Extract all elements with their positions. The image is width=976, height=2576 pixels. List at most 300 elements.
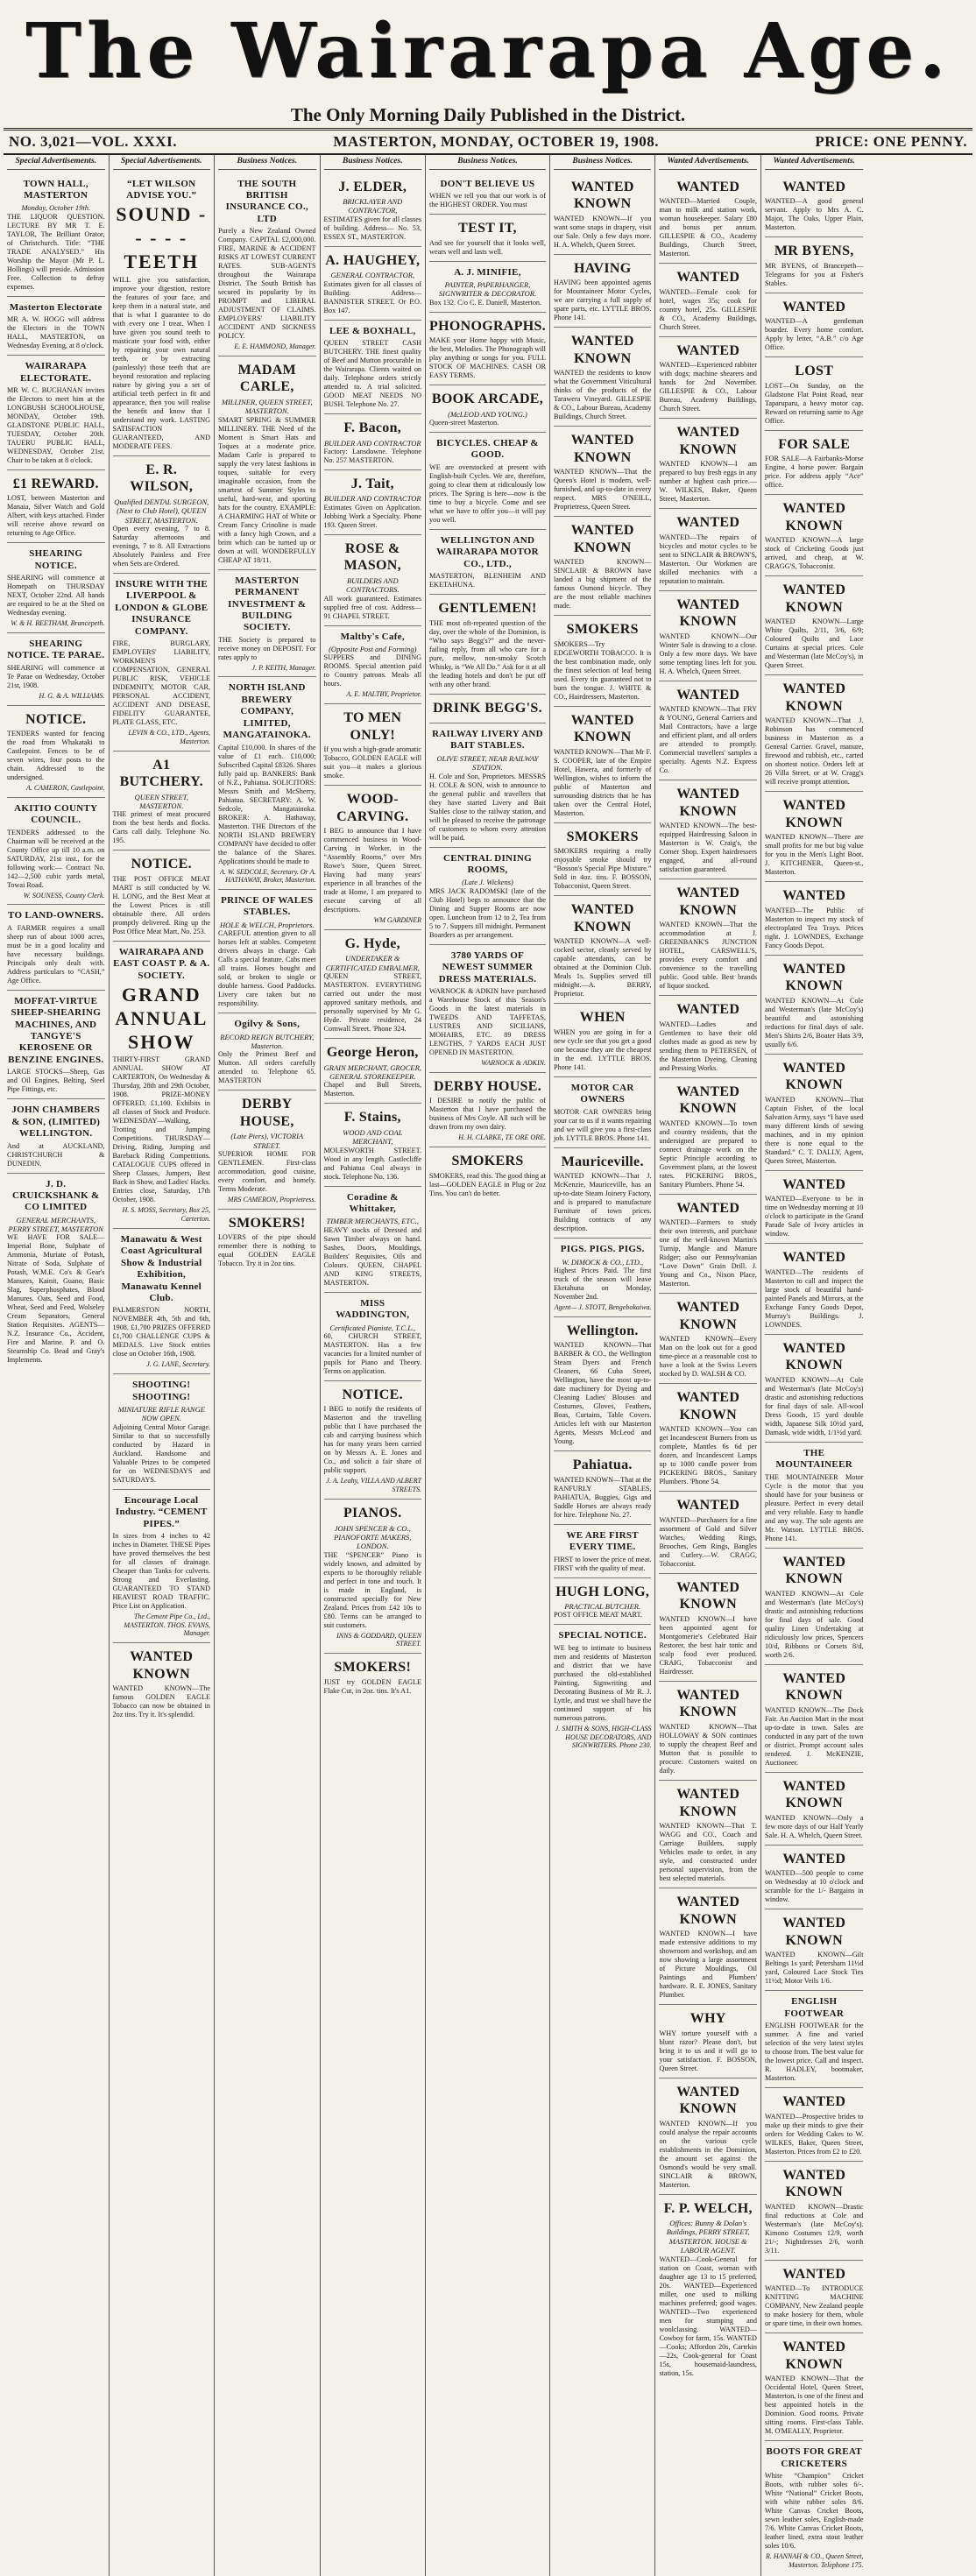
ad-body: POST OFFICE MEAT MART.	[553, 1611, 642, 1620]
advertisement	[659, 419, 757, 509]
ad-body: LOST—On Sunday, on the Gladstone Flat Point Road, near Taparuparu, a heavy motor cap. Reward on returning same to Age Office.	[764, 381, 864, 425]
ad-body: Queen-street Masterton.	[429, 419, 499, 427]
ad-body: I BEG to notify the residents of Masterton and the travelling public that I have purchased the cab and carrying business which has for many years been carried on by Messrs A. E. Jones and Co., and solicit a fair share of public support.	[323, 1405, 422, 1475]
ad-title: FOR SALE	[778, 436, 851, 452]
ad-title: WANTED KNOWN	[676, 2084, 740, 2117]
ad-body: WANTED—A good general servant. Apply to Mrs A. C. Major, The Oaks, Upper Plain, Masterton.	[764, 197, 864, 232]
ad-signature: J. G. LANE, Secretary.	[146, 1360, 211, 1369]
advertisement	[324, 1293, 422, 1381]
ad-title: WANTED	[676, 270, 740, 286]
ad-body: Capital £10,000. In shares of the value of £1 each. £10,000; Subscribed Capital £8326. Shares fully paid up. BANKERS: Bank of N.Z., Pahiatua. SOLICITORS: Messrs Smith and McSherry, Pahiatua. SECRETARY: A. W. Sedcole, Mangatainoka. BROKER: A. Hathaway, Masterton. THE Directors of the NORTH ISLAND BREWERY COMPANY have decided to offer the balance of the Shares. Applications should be made to	[218, 743, 316, 865]
ad-body: THE “SPENCER” Piano is widely known, and admitted by experts to be thoroughly reliable and perfect in tone and touch. It is made in England, is constructed specially for New Zealand. Prices from £42 10s to £80. Terms can be arranged to suit customers.	[323, 1550, 422, 1629]
ad-title: SMOKERS	[451, 1154, 524, 1169]
ad-title: AKITIO COUNTY COUNCIL.	[14, 802, 98, 826]
ad-title: WANTED KNOWN	[570, 902, 634, 935]
advertisement	[659, 1492, 757, 1574]
advertisement	[429, 215, 546, 262]
ad-title: SHOOTING! SHOOTING!	[132, 1380, 191, 1402]
advertisement	[113, 942, 211, 1229]
ad-body: SMOKERS, read this. The good thing at last—GOLDEN EAGLE in Plug or 2oz Tins. You can't do better.	[429, 1171, 546, 1197]
ad-title: ENGLISH FOOTWEAR	[784, 1996, 845, 2019]
ad-title: WANTED KNOWN	[676, 1687, 740, 1720]
ad-title: SHEARING NOTICE.	[29, 548, 83, 571]
ad-title: WE ARE FIRST EVERY TIME.	[566, 1529, 639, 1553]
advertisement	[659, 264, 757, 337]
column-3	[215, 155, 321, 2576]
ad-body: WANTED KNOWN—Drastic final reductions at Cole and Westerman's (late McCoy's). Kimono Costumes 12/9, worth 21/-; Nightdresses 2/6, worth 3/11.	[764, 2202, 864, 2255]
ad-body: White “Champion” Cricket Boots, with rubber soles 6/-. White “National” Cricket Boots, with white rubber soles 8/6. White Canvas Cricket Boots, sewn leather soles, English-made 7/6. White Canvas Cricket Boots, leather lined, extra stout leather soles 10/6.	[764, 2472, 864, 2551]
ad-body: WANTED—Prospective brides to make up their minds to give their orders for Wedding Cakes to W. WILKES, Baker, Queen Street, Masterton. Prices from £2 to £20.	[764, 2112, 864, 2156]
advertisement	[324, 786, 422, 930]
ad-title: WAIRARAPA AND EAST COAST P. & A. SOCIETY.	[113, 946, 210, 981]
advertisement	[113, 1490, 211, 1643]
ad-title: PHONOGRAPHS.	[429, 318, 546, 334]
ad-body: SHEARING will commence at Homepath on THURSDAY NEXT, October 22nd. All hands are required to be at the Shed on Wednesday evening.	[7, 574, 105, 618]
ad-body: In sizes from 4 inches to 42 inches in Diameter. THESE Pipes have proved themselves the best for all classes of drainage. Cheaper than Tanks for culverts. Strong and Everlasting. GUARANTEED TO STAND HEAVIEST ROAD TRAFFIC. Price List on Application.	[112, 1531, 211, 1610]
ad-body: WANTED—The Public of Masterton to inspect my stock of electroplated Tea Trays. Prices right. J. LOWNDES, Exchange Fancy Goods Depot.	[764, 906, 864, 949]
ad-body: WANTED KNOWN—I have been appointed agent for Montgomerie's Celebrated Hair Restorer, the best hair tonic and scalp food ever produced. CRAIG, Tobacconist and Hairdresser.	[659, 1614, 757, 1676]
advertisement	[659, 173, 757, 265]
advertisement	[659, 1574, 757, 1682]
advertisement	[113, 574, 211, 752]
ad-body: WANTED—Everyone to be in time on Wednesday morning at 10 o'clock to participate in the Grand Parade Sale of Ivory articles in window.	[764, 1195, 864, 1239]
ad-subtitle: PRACTICAL BUTCHER.	[564, 1602, 641, 1612]
ad-signature: H. H. CLARKE, TE ORE ORE.	[458, 1133, 546, 1142]
ad-signature: The Cement Pipe Co., Ltd., MASTERTON. THOS. EVANS, Manager.	[124, 1612, 211, 1638]
ad-title: “LET WILSON ADVISE YOU.”	[126, 178, 197, 201]
column-2	[110, 155, 216, 2576]
ad-body: QUEEN STREET, MASTERTON. EVERYTHING carried out under the most approved sanitary methods, and personally supervised by Mr G. Hyde. Private residence, 24 Cornwall Street. 'Phone 324.	[323, 972, 422, 1034]
ad-body: WANTED KNOWN—That T. WAGG and CO., Coach and Carriage Builders, supply Vehicles made to order, in any style, and constructed under personal supervision, from the best selected materials.	[659, 1822, 757, 1883]
ad-body: Purely a New Zealand Owned Company. CAPITAL £2,000,000. FIRE, MARINE & ACCIDENT RISKS AT LOWEST CURRENT RATES. SUB-AGENTS throughout the Wairarapa District. The South British has secured its popularity by its PROMPT and LIBERAL ADJUSTMENT OF CLAIMS. EMPLOYERS' LIABILITY ACCIDENT AND SICKNESS POLICY.	[218, 227, 316, 341]
ad-body: SMOKERS—Try EDGEWORTH TOBACCO. It is the best combination made, only the finest selection of leaf being used. Every tin guaranteed not to burn the tongue. J. WHITE & CO., Hairdressers, Masterton.	[553, 639, 652, 701]
ad-title: Pahiatua.	[572, 1457, 633, 1473]
ad-body: SUPERIOR HOME FOR GENTLEMEN. First-class accommodation, good cuisine, every comfort, and homely. Terms Moderate.	[218, 1150, 316, 1194]
ad-body: THE POST OFFICE MEAT MART is still conducted by W. H. LONG, and the Best Meat at the Lowest Prices is still obtainable there. All orders promptly delivered. Ring up the Post Office Meat Mart, No. 253.	[112, 874, 211, 935]
advertisement	[554, 1625, 652, 1754]
ad-body: WANTED KNOWN—That BARBER & CO., the Wellington Steam Dyers and French Cleaners, 66 Cuba Street, Wellington, have the most up-to-date machinery for Dyeing and Cleaning Ladies' Blouses and Costumes, Gloves, Feathers, Boas, Curtains, Table Covers. Articles left with our Masterton Agents, Messrs McLeod and Young.	[553, 1341, 652, 1446]
ad-signature: A. E. MALTBY, Proprietor.	[346, 690, 422, 699]
advertisement	[429, 385, 546, 433]
ad-body: WANTED KNOWN—If you want some snaps in drapery, visit our Sale. Only a few days more. H. A. Whelch, Queen Street.	[553, 214, 652, 249]
ad-subtitle: BRICKLAYER AND CONTRACTOR,	[343, 197, 403, 215]
ad-title: MADAM CARLE,	[237, 362, 296, 395]
advertisement	[324, 470, 422, 535]
advertisement	[324, 535, 422, 626]
advertisement	[429, 262, 546, 313]
ad-title: WANTED KNOWN	[676, 787, 740, 819]
ad-body: WANTED KNOWN—That FRY & YOUNG, General Carriers and Mail Contractors, have a large and efficient plant, and all orders are attended to promptly. Commercial travellers' samples a specialty. Agents N.Z. Express Co.	[659, 705, 757, 775]
ad-title: GENTLEMEN!	[438, 601, 537, 617]
advertisement	[765, 431, 864, 496]
ad-title: WANTED KNOWN	[782, 1340, 846, 1373]
ad-title: £1 REWARD.	[12, 476, 99, 491]
ad-body: A FARMER requires a small sheep run of about 1000 acres, must be in a good locality and have necessary buildings. Principals only dealt with. Address particulars to “CASH,” Age Office.	[7, 923, 105, 985]
advertisement	[218, 1090, 316, 1210]
ad-title: HUGH LONG,	[555, 1584, 650, 1599]
advertisement	[324, 1654, 422, 1700]
ad-body: MOLESWORTH STREET. Wood in any length. Castlecliffe and Pahiatua Coal always in stock. Telephone No. 136.	[323, 1146, 422, 1181]
ad-body: HAVING been appointed agents for Mountaineer Motor Cycles, we are carrying a full supply of spare parts, etc. LYTTLE BROS. Phone 141.	[553, 279, 652, 322]
ad-title: WANTED	[676, 342, 740, 358]
advertisement	[7, 543, 105, 633]
advertisement	[765, 576, 864, 675]
ad-title: Masterton Electorate	[9, 301, 103, 313]
ad-subtitle: BUILDERS AND CONTRACTORS.	[346, 575, 400, 595]
ad-subtitle: GENERAL MERCHANTS, PERRY STREET, MASTERTON	[8, 1215, 103, 1234]
ad-title: NOTICE.	[131, 857, 192, 872]
advertisement	[659, 509, 757, 591]
ad-title: E. R. WILSON,	[130, 462, 194, 495]
ad-title: TEST IT,	[458, 220, 517, 236]
ad-title: WANTED	[676, 1498, 740, 1514]
advertisement	[659, 1384, 757, 1492]
ad-body: WANTED KNOWN—You can get Incandescent Burners from us complete, Mantles 6s 6d per dozen, and Incandescent Lamps up to 1000 candle power from PICKERING BROS., Sanitary Plumbers. 'Phone 54.	[659, 1425, 757, 1486]
advertisement	[765, 1991, 864, 2088]
ad-title: WANTED	[782, 1851, 846, 1867]
ad-body: WANTED the residents to know what the Government Viticultural thinks of the products of the Tarawera Vineyard. GILLESPIE & CO., Labour Bureau, Academy Buildings, Church Street.	[553, 369, 652, 421]
ad-body: PALMERSTON NORTH, NOVEMBER 4th, 5th and 6th, 1908. £1,700 PRIZES OFFERED £1,700 CHALLENGE CUPS & MEDALS. Live Stock entries close on October 16th, 1908.	[112, 1306, 211, 1359]
ad-title: WANTED KNOWN	[676, 425, 740, 457]
ad-title: J. Tait,	[350, 476, 394, 491]
ad-body: Chapel and Bull Streets, Masterton.	[323, 1081, 422, 1098]
advertisement	[765, 1846, 864, 1910]
ad-subtitle: (Late Piers), VICTORIA STREET.	[230, 1132, 304, 1150]
advertisement	[324, 1381, 422, 1500]
ad-signature: J. SMITH & SONS, HIGH-CLASS HOUSE DECORATORS, AND SIGNWRITERS. Phone 230.	[555, 1724, 652, 1750]
advertisement	[765, 1055, 864, 1171]
ad-body: WANTED—To INTRODUCE KNITTING MACHINE COMPANY, New Zealand people to make hosiery for them, whole or spare time, in their own homes.	[764, 2284, 864, 2328]
ad-body: HEAVY stocks of Dressed and Sawn Timber always on hand. Sashes, Doors, Mouldings, Builders' Requisites, Oils and Colours. QUEEN, CHAPEL AND KING STREETS, MASTERTON.	[323, 1225, 422, 1287]
ad-body: WANTED—The repairs of bicycles and motor cycles to be sent to SINCLAIR & BROWN'S, Masterton. Our Workmen are skilled mechanics with a reputation to maintain.	[659, 533, 757, 585]
ad-title: PIGS. PIGS. PIGS.	[560, 1244, 645, 1255]
ad-body: WANTED KNOWN—That J. McKenzie, Mauriceville, has an up-to-date Steam Joinery Factory, and is prepared to manufacture Furniture of town prices. Building contracts of any description.	[553, 1172, 652, 1233]
ad-body: THE most oft-repeated question of the day, over the whole of the Dominion, is “Who says Begg's?” and the never-failing reply, from all who care for a pure, mellow, non-smoky Scotch Whisky, is “We All Do.” Ask for it at all the leading hotels and don't be put off with any other brand.	[429, 618, 546, 688]
advertisement	[554, 427, 652, 517]
ad-title: WANTED KNOWN	[782, 1670, 846, 1704]
ad-subtitle: BUILDER AND CONTRACTOR	[323, 494, 421, 504]
ad-title: SMOKERS	[566, 622, 639, 638]
ad-body: WANTED KNOWN—If you could analyse the repair accounts on the various cycle establishments in the Dominion, the amount set against the Osmond's would be very small. SINCLAIR & BROWN, Masterton.	[659, 2119, 757, 2189]
newspaper-title: The Wairarapa Age.	[25, 7, 951, 95]
ad-body: WANTED KNOWN—At Cole and Westerman's (late McCoy's) beautiful and astonishing reductions for final days of sale. Men's Shirts 2/6, Boater Hats 3/9, usually 6/6.	[764, 996, 864, 1048]
place-date: MASTERTON, MONDAY, OCTOBER 19, 1908.	[333, 133, 659, 150]
ad-body: WHEN we tell you that our work is of the HIGHEST ORDER. You must	[429, 191, 546, 208]
ad-body: WANTED KNOWN—That Captain Fisher, of the local Salvation Army, says “I have used many different kinds of sewing machines, and in my opinion there is none equal to the Standard.” C. T. DALLY, Agent, Queen Street, Masterton.	[764, 1095, 864, 1165]
ad-signature: J. A. Leahy, VILLA AND ALBERT STREETS.	[326, 1477, 422, 1494]
advertisement	[765, 882, 864, 956]
ad-signature: WM GARDINER	[373, 916, 422, 925]
advertisement	[554, 1148, 652, 1239]
ad-signature: A. CAMERON, Castlepoint.	[25, 784, 105, 793]
column-header: Wanted Advertisements.	[659, 157, 757, 170]
advertisement	[429, 695, 546, 724]
ad-body: SMART SPRING & SUMMER MILLINERY. THE Need of the Moment is Smart Hats and Toques at a moderate price. Madam Carle is prepared to supply the very latest fashions in toques, suitable for every imaginable occasion, from the smartest of Summer Styles to useful, hard-wear, and sporting hats for the country. EXAMPLE: A CHARMING HAT of White or Cream Fancy Crinoline is made with a fancy high Crown, and a brim which can be turned up or down at will. WONDERFULLY CHEAP AT 18/11.	[218, 415, 316, 564]
advertisement	[765, 1335, 864, 1443]
ad-title: F. Stains,	[343, 1110, 401, 1126]
advertisement	[7, 173, 105, 297]
column-4	[321, 155, 427, 2576]
advertisement	[429, 723, 546, 848]
ad-title: DRINK BEGG'S.	[433, 700, 542, 716]
advertisement	[429, 1147, 546, 1203]
ad-title: WELLINGTON AND WAIRARAPA MOTOR CO., LTD.,	[436, 534, 539, 569]
ad-body: WANTED KNOWN—A large stock of Cricketing Goods just arrived, and cheap, at W. CRAGG'S, Tobacconist.	[764, 536, 864, 571]
column-8	[761, 155, 867, 2576]
ad-title: WANTED	[782, 888, 846, 904]
advertisement	[7, 297, 105, 356]
column-header: Wanted Advertisements.	[765, 157, 864, 170]
ad-body: QUEEN STREET CASH BUTCHERY. THE finest quality of Beef and Mutton procurable in the Wairarapa. Clients waited on daily. Telephone orders strictly attended to. A trial solicited. GOOD MEAT NEEDS NO BUSH. Telephone No. 27.	[323, 339, 422, 409]
ad-signature: E. E. HAMMOND, Manager.	[234, 342, 316, 351]
ad-title: Maltby's Cafe,	[340, 631, 405, 642]
ad-title: DERBY HOUSE,	[239, 1097, 294, 1129]
advertisement	[765, 1443, 864, 1549]
advertisement	[324, 626, 422, 705]
ad-signature: R. HANNAH & CO., Queen Street, Masterton. Telephone 175.	[766, 2552, 864, 2569]
advertisement	[659, 1781, 757, 1888]
column-5	[426, 155, 550, 2576]
ad-title: ROSE & MASON,	[343, 540, 401, 574]
advertisement	[765, 1244, 864, 1335]
advertisement	[113, 1374, 211, 1490]
ad-title: BOOTS FOR GREAT CRICKETERS	[766, 2446, 862, 2469]
advertisement	[113, 850, 211, 942]
advertisement	[429, 530, 546, 595]
ad-title: WANTED	[676, 1002, 740, 1018]
ad-body: WANTED—The residents of Masterton to call and inspect the large stock of beautiful hand-painted Panels and Mirrors, at the Exchange Fancy Goods Depot, Murray's Buildings. J. LOWNDES.	[764, 1267, 864, 1329]
ad-title: WANTED	[782, 2094, 846, 2110]
ad-body: WANTED KNOWN—The best-equipped Hairdressing Saloon in Masterton is W. Craig's, the Corner Shop. Expert hairdressers engaged, and all-round satisfaction guaranteed.	[659, 822, 757, 874]
ad-title: WAIRARAPA ELECTORATE.	[20, 361, 92, 384]
ad-body: WANTED KNOWN—The famous GOLDEN EAGLE Tobacco can now be obtained in 2oz tins. Try it. It's splendid.	[112, 1684, 211, 1719]
ad-body: JUST try GOLDEN EAGLE Flake Cut, in 2oz. tins. It's A1.	[323, 1677, 422, 1695]
ad-title: DON'T BELIEVE US	[440, 178, 535, 189]
advertisement	[659, 337, 757, 420]
advertisement	[659, 681, 757, 781]
ad-subtitle: Monday, October 19th.	[21, 203, 91, 213]
ad-body: Factory: Lansdowne. Telephone No. 257 MASTERTON.	[323, 447, 422, 464]
advertisement	[7, 356, 105, 470]
ad-subtitle: RECORD REIGN BUTCHERY, Masterton.	[220, 1032, 315, 1050]
ad-title: TOWN HALL, MASTERTON	[23, 178, 88, 201]
ad-title: Manawatu & West Coast Agricultural Show & Industrial Exhibition, Manawatu Kennel Club.	[120, 1233, 202, 1304]
ad-body: WE beg to intimate to business men and residents of Masterton and district that we have purchased the old-established Painting, Signwriting and Decorating Business of Mr R. J. Lyttle, and trust we shall have the continued support of his numerous patrons.	[553, 1643, 652, 1722]
ad-body: WANTED KNOWN—That J. Robinson has commenced business in Masterton as a General Carrier. Gravel, manure, firewood and rubbish, etc., carted on shortest notice. Orders left at 26 Villa Street, or at W. Cragg's will receive prompt attention.	[764, 716, 864, 787]
ad-signature: LEVIN & CO., LTD., Agents, Masterton.	[128, 729, 211, 745]
ad-body: I DESIRE to notify the public of Masterton that I have purchased the business of Mrs Coyle. All such will be drawn from my own dairy.	[429, 1097, 546, 1132]
ad-signature: W. SOUNESS, County Clerk.	[23, 891, 105, 900]
advertisement	[7, 633, 105, 706]
ad-body: MAKE your Home happy with Music, the best, Melodies. The Phonograph will play anything or songs for you. FULL STOCK OF MACHINES. CASH OR EASY TERMS.	[429, 336, 546, 380]
advertisement	[324, 173, 422, 247]
advertisement	[324, 1187, 422, 1293]
advertisement	[765, 1665, 864, 1773]
ad-title: WANTED KNOWN	[570, 433, 634, 465]
tagline: The Only Morning Daily Published in the District.	[290, 104, 686, 125]
advertisement	[659, 1078, 757, 1195]
ad-title: TO MEN ONLY!	[343, 710, 402, 743]
ad-body: WANTED KNOWN—Our Winter Sale is drawing to a close. Only a few more days. We have some tempting lines left for you. H. A. Whelch, Queen Street.	[659, 632, 757, 675]
ad-signature: INNS & GODDARD, QUEEN STREET.	[336, 1631, 422, 1648]
ad-title: LEE & BOXHALL,	[329, 325, 416, 336]
ad-title: WANTED	[782, 299, 846, 314]
advertisement	[429, 173, 546, 215]
ad-title: TO LAND-OWNERS.	[8, 910, 104, 921]
ad-subtitle: GENERAL CONTRACTOR,	[330, 271, 415, 280]
advertisement	[218, 890, 316, 1013]
ad-title: WANTED KNOWN	[676, 1786, 740, 1819]
ad-body: ENGLISH FOOTWEAR for the summer. A fine and varied selection of the very latest styles to choose from. The best value for the lowest price. Call and inspect. R. HADLEY, bootmaker, Masterton.	[764, 2022, 864, 2083]
ad-subtitle: MILLINER, QUEEN STREET, MASTERTON.	[221, 397, 313, 416]
advertisement	[324, 247, 422, 321]
advertisement	[554, 517, 652, 616]
ad-title: Ogilvy & Sons,	[234, 1019, 301, 1030]
advertisement	[765, 675, 864, 792]
ad-title: WANTED KNOWN	[570, 712, 634, 745]
advertisement	[7, 1099, 105, 1173]
ad-title: WANTED	[782, 2266, 846, 2282]
ad-body: WANTED—Married Couple, man to milk and station work, woman housekeeper. Salary £80 and bonus per annum. GILLESPIE & CO., Academy Buildings, Church Street, Masterton.	[659, 197, 757, 258]
advertisement	[765, 1909, 864, 1991]
dateline	[4, 128, 972, 155]
ad-body: SMOKERS requiring a really enjoyable smoke should try “Bosson's Special Pipe Mixture.” Sold in 4oz. tins. F. BOSSON, Tobacconist, Queen Street.	[553, 847, 652, 891]
ad-title: WANTED KNOWN	[676, 1579, 740, 1613]
ad-body: MOTOR CAR OWNERS bring your car to us if it wants repairing and we will give you a first-class job. LYTTLE BROS. Phone 141.	[553, 1107, 652, 1142]
ad-body: WANTED—Experienced rabbiter with dogs; machine shearers and hands for 2nd November. GILLESPIE & CO., Labour Bureau, Academy Buildings, Church Street.	[659, 361, 757, 413]
ad-body: WANTED—Female cook for hotel, wages 35s; cook for country hotel, 25s. GILLESPIE & CO., Academy Buildings, Church Street.	[659, 287, 757, 331]
ad-title: F. P. WELCH,	[663, 2200, 753, 2216]
ad-title: WANTED KNOWN	[130, 1649, 194, 1682]
advertisement	[659, 2195, 757, 2382]
advertisement	[554, 255, 652, 328]
advertisement	[554, 1317, 652, 1452]
advertisement	[765, 237, 864, 293]
ad-body: THIRTY-FIRST GRAND ANNUAL SHOW AT CARTERTON, On Wednesday & Thursday, 28th and 29th October, 1908. PRIZE-MONEY OFFERED, £1,100. Exhibits in all classes of Stock and Produce. WEDNESDAY—Walking, Trotting and Jumping Competitions. THURSDAY—Driving, Riding, Jumping and Bareback Riding Competitions. CATALOGUE CUPS offered in Sheep Classes, Jumpers, Best Back in Show, and Ladies' Hacks. Entries close, Saturday, 17th October, 1908.	[112, 1055, 211, 1204]
ad-title: SPECIAL NOTICE.	[558, 1630, 647, 1641]
ad-body: WANTED—Cook-General for station on Coast, woman with daughter age 13 to 15 preferred, 20s. WANTED—Experienced miller, one used to milking machines preferred; good wages. WANTED—Two experienced men for stumping and woolclassing. WANTED—Cowboy for farm, 15s. WANTED—Cooks; Affordon 20s, Cartrkin—22s, Cook-general for Coast 15s, housemaid-laundress, station, 15s.	[659, 2255, 757, 2377]
ad-title: WANTED	[782, 179, 846, 194]
advertisement	[429, 848, 546, 945]
ad-title: WANTED KNOWN	[676, 1895, 740, 1927]
advertisement	[218, 356, 316, 570]
advertisement	[218, 570, 316, 678]
ad-title: WANTED	[676, 687, 740, 702]
ad-body: And see for yourself that it looks well, wears well and lasts well.	[429, 238, 546, 256]
ad-title: MR BYENS,	[774, 243, 854, 259]
advertisement	[765, 495, 864, 576]
ad-subtitle: UNDERTAKER & CERTIFICATED EMBALMER,	[325, 954, 420, 972]
advertisement	[765, 2333, 864, 2441]
ad-title: SMOKERS	[566, 829, 639, 844]
advertisement	[765, 2441, 864, 2573]
advertisement	[659, 1888, 757, 2005]
advertisement	[429, 433, 546, 530]
ad-body: FIRST to lower the price of meat. FIRST with the quality of meat.	[553, 1555, 652, 1572]
ad-body: Only the Primest Beef and Mutton. All orders carefully attended to. Telephone 65. MASTERTON	[218, 1050, 316, 1085]
advertisement	[554, 1525, 652, 1578]
ad-subtitle: Certificated Pianiste, T.C.L.,	[329, 1323, 416, 1332]
ad-body: WE are overstocked at present with English-built Cycles. We are, therefore, going to clear them at ridiculously low prices. The Spring is here—now is the time to buy a bicycle. Come and see what we have to offer you—it will pay you well.	[429, 462, 546, 524]
ad-body: WHEN you are going in for a new cycle see that you get a good one because they are the cheapest in the end. LYTTLE BROS. Phone 141.	[553, 1027, 652, 1071]
ad-subtitle: HOLE & WELCH, Proprietors.	[219, 920, 315, 929]
ad-body: MASTERTON, BLENHEIM AND EKETAHUNA.	[429, 572, 546, 589]
advertisement	[765, 792, 864, 882]
ad-subtitle: PAINTER, PAPERHANGER, SIGNWRITER & DECORATOR.	[438, 279, 537, 299]
ad-subtitle: Qualified DENTAL SURGEON, (Next to Club Hotel), QUEEN STREET, MASTERTON.	[114, 497, 209, 525]
ad-body: I BEG to announce that I have commenced business in Wood-Carving in Worker, in the “Assembly Rooms,” over Mrs Rowe's Store, Queen Street. Having had many years' experience in all branches of the trade at Home, I am prepared to execute carving of all descriptions.	[323, 827, 422, 914]
advertisement	[765, 1773, 864, 1846]
ad-title: CENTRAL DINING ROOMS,	[442, 852, 533, 876]
ad-title: WANTED KNOWN	[570, 523, 634, 555]
ad-body: WANTED KNOWN—SINCLAIR & BROWN have landed a big shipment of the famous Osmond bicycle. They are the most reliable machines made.	[553, 558, 652, 610]
ad-body: WANTED KNOWN—Every Man on the look out for a good time-piece at a reasonable cost to have a look at the Swiss Levers stocked by D. WALSH & CO.	[659, 1335, 757, 1379]
ad-title: NOTICE.	[342, 1387, 403, 1402]
ad-title: WANTED	[676, 179, 740, 194]
ad-body: FIRE, BURGLARY, EMPLOYERS' LIABILITY, WORKMEN'S COMPENSATION, GENERAL PUBLIC RISK, VEHICLE INDEMNITY, MOTOR CAR, PERSONAL ACCIDENT, ACCIDENT AND DISEASE, FIDELITY GUARANTEE, PLATE GLASS, ETC.	[112, 639, 211, 727]
advertisement	[554, 1239, 652, 1317]
ad-subtitle: MINIATURE RIFLE RANGE NOW OPEN.	[117, 1404, 205, 1423]
ad-title: INSURE WITH THE LIVERPOOL & LONDON & GLOBE INSURANCE COMPANY.	[115, 578, 209, 637]
ad-title: WANTED	[676, 515, 740, 531]
ad-signature: H. G. & A. WILLIAMS.	[39, 691, 105, 700]
ad-body: WANTED KNOWN—That Mr F. S. COOPER, late of the Empire Hotel, Hawera, and formerly of Wellington, wishes to inform the public of Masterton and surrounding districts that he has taken over the Central Hotel, Masterton.	[553, 747, 652, 817]
ad-title: WANTED KNOWN	[782, 2340, 846, 2372]
ad-body: WANTED—500 people to come on Wednesday at 10 o'clock and scramble for the 1/- Bargains in window.	[764, 1869, 864, 1904]
ad-title: WANTED KNOWN	[782, 961, 846, 994]
advertisement	[659, 2005, 757, 2078]
ad-display-heading: GRAND ANNUAL SHOW	[115, 984, 209, 1053]
column-header: Special Advertisements.	[7, 157, 105, 170]
advertisement	[7, 991, 105, 1099]
ad-body: THE primest of meat procured from the best herds and flocks. Carts call daily. Telephone No. 195.	[112, 810, 211, 845]
ad-body: Open every evening, 7 to 8. Saturday afternoons and evenings, 7 to 8. All Extractions Absolutely Painless and Free when Sets are Ordered.	[112, 524, 211, 568]
advertisement	[218, 1210, 316, 1274]
ad-body: THE MOUNTAINEER Motor Cycle is the motor that you should have for your business or pleasure. Perfect in every detail and very reliable. Easy to handle and any way. The sole agents are Mr. Watson. LYTTLE BROS. Phone 141.	[764, 1472, 864, 1542]
advertisement	[324, 704, 422, 786]
ad-body: WANTED KNOWN—I am prepared to buy fresh eggs in any number at highest cash price.—W. WILKES, Baker, Queen Street, Masterton.	[659, 460, 757, 504]
ad-title: Coradine & Whittaker,	[346, 1191, 399, 1215]
column-header: Business Notices.	[429, 157, 546, 170]
ad-title: WANTED	[676, 1200, 740, 1216]
ad-body: WANTED KNOWN—That at the RANFURLY STABLES, PAHIATUA, Buggies, Gigs and Saddle Horses are always ready for hire. Telephone No. 27.	[553, 1475, 652, 1519]
ad-body: SUPPERS and DINING ROOMS. Special attention paid to Country patrons. Meals all hours.	[323, 653, 422, 688]
ad-title: SMOKERS!	[228, 1215, 306, 1231]
ad-body: LARGE STOCKS—Sheep, Gas and Oil Engines, Belting, Steel Pipe Fittings, etc.	[7, 1068, 105, 1094]
ad-body: WANTED KNOWN—Large White Quilts, 2/11, 3/6, 6/9; Coloured Quilts and Lace Curtains at special prices. Cole and Westerman (late McCoy's), in Queen Street.	[764, 618, 864, 670]
ad-title: THE MOUNTAINEER	[775, 1447, 852, 1471]
ad-title: WANTED KNOWN	[676, 596, 740, 630]
ad-title: DERBY HOUSE.	[433, 1078, 542, 1094]
advertisement	[218, 173, 316, 356]
ad-title: MOTOR CAR OWNERS	[570, 1082, 634, 1105]
ad-body: WANTED KNOWN—That the Queen's Hotel is modern, well-furnished, and up-to-date in every respect. MRS O'NEILL, Proprietress, Queen Street.	[553, 468, 652, 512]
advertisement	[554, 1004, 652, 1077]
advertisement	[659, 879, 757, 996]
ad-signature: W. & H. BEETHAM, Brancepeth.	[11, 619, 105, 628]
ad-body: WANTED—Ladies and Gentlemen to have their old clothes made as good as new by sending them to PETERSEN, of the Masterton Dyeing, Cleaning and Pressing Works.	[659, 1020, 757, 1072]
ad-body: ESTIMATES given for all classes of building. Address— No. 53, ESSEX ST., MASTERTON.	[323, 215, 422, 241]
ad-body: FOR SALE—A Fairbanks-Morse Engine, 4 horse power. Bargain price. For address apply “Ace” office.	[764, 455, 864, 490]
advertisement	[113, 456, 211, 574]
ad-title: WHY	[690, 2011, 726, 2027]
ad-title: WANTED KNOWN	[782, 681, 846, 714]
ad-body: TENDERS addressed to the Chairman will be received at the County Office up till 10 a.m. on SATURDAY, 21st inst., for the following work:— Contract No. 142—2,500 cubic yards metal, Towai Road.	[7, 828, 105, 889]
ad-body: SHEARING will commence at Te Parae on Wednesday, October 21st, 1908.	[7, 663, 105, 689]
advertisement	[659, 591, 757, 681]
column-header: Special Advertisements.	[113, 157, 211, 170]
ad-title: BOOK ARCADE,	[431, 392, 544, 407]
